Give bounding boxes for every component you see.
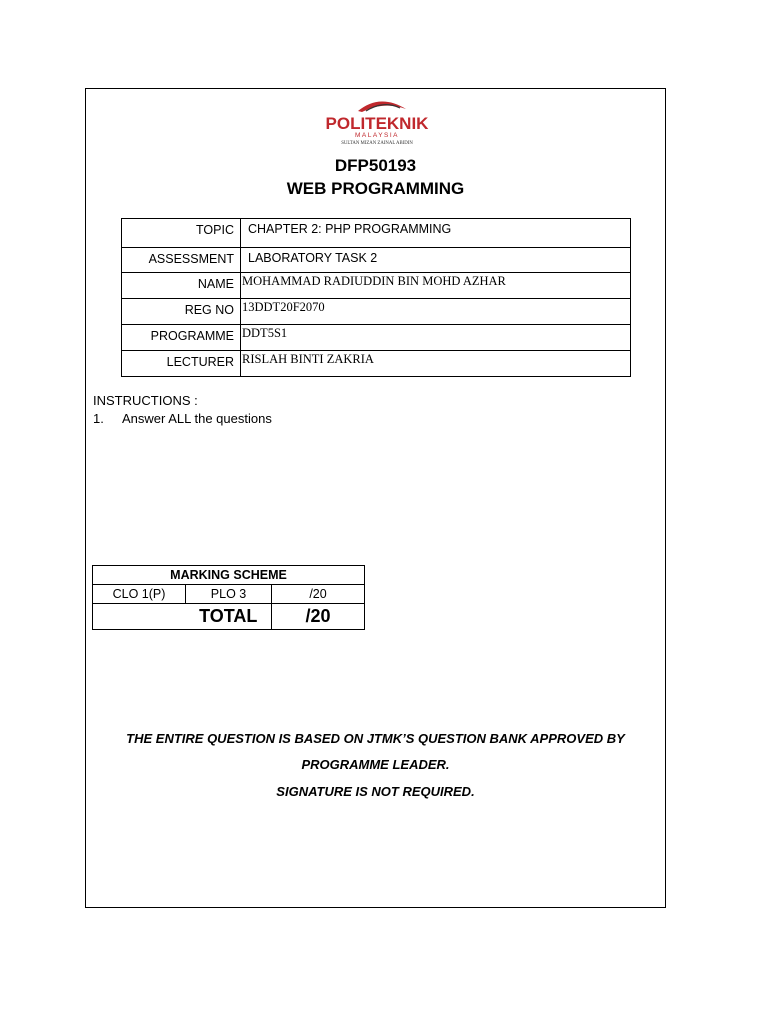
instruction-item: [93, 410, 272, 428]
info-value: DDT5S1: [241, 325, 631, 351]
info-row-name: [122, 273, 631, 299]
info-label: REG NO: [122, 299, 241, 325]
info-table: [121, 218, 631, 377]
info-row-reg-no: [122, 299, 631, 325]
course-code: DFP50193: [334, 156, 417, 175]
info-row-lecturer: [122, 351, 631, 377]
footer-note-line-2: PROGRAMME LEADER.: [301, 757, 450, 772]
plo-cell: PLO 3: [186, 585, 272, 604]
info-row-programme: [122, 325, 631, 351]
info-label: NAME: [122, 273, 241, 299]
info-label: ASSESSMENT: [122, 248, 241, 273]
marking-total-row: [93, 604, 365, 630]
svg-text:POLITEKNIK: POLITEKNIK: [325, 114, 429, 133]
svg-text:MALAYSIA: MALAYSIA: [354, 132, 400, 139]
info-value: CHAPTER 2: PHP PROGRAMMING: [241, 219, 631, 248]
info-label: LECTURER: [122, 351, 241, 377]
marking-scheme-table: [92, 565, 365, 630]
instructions-title: INSTRUCTIONS :: [93, 393, 198, 408]
info-value: LABORATORY TASK 2: [241, 248, 631, 273]
marks-cell: /20: [272, 585, 365, 604]
info-row-topic: [122, 219, 631, 248]
politeknik-logo: [310, 95, 445, 147]
marking-scheme-row: [93, 585, 365, 604]
instruction-number: 1.: [93, 411, 104, 426]
total-label: TOTAL: [186, 604, 272, 630]
info-value: MOHAMMAD RADIUDDIN BIN MOHD AZHAR: [241, 273, 631, 299]
total-blank-cell: [93, 604, 186, 630]
instructions: [93, 392, 272, 428]
info-row-assessment: [122, 248, 631, 273]
instruction-text: Answer ALL the questions: [122, 411, 272, 426]
info-value: RISLAH BINTI ZAKRIA: [241, 351, 631, 377]
marking-scheme-header: [93, 566, 365, 585]
info-label: TOPIC: [122, 219, 241, 248]
info-label: PROGRAMME: [122, 325, 241, 351]
marking-scheme-title: MARKING SCHEME: [93, 566, 365, 585]
course-name: WEB PROGRAMMING: [286, 179, 465, 198]
info-value: 13DDT20F2070: [241, 299, 631, 325]
svg-text:SULTAN MIZAN ZAINAL ABIDIN: SULTAN MIZAN ZAINAL ABIDIN: [341, 141, 413, 146]
footer-note-line-3: SIGNATURE IS NOT REQUIRED.: [276, 784, 475, 799]
total-marks: /20: [272, 604, 365, 630]
footer-note-line-1: THE ENTIRE QUESTION IS BASED ON JTMK’S QUESTION BANK APPROVED BY: [126, 731, 625, 746]
clo-cell: CLO 1(P): [93, 585, 186, 604]
